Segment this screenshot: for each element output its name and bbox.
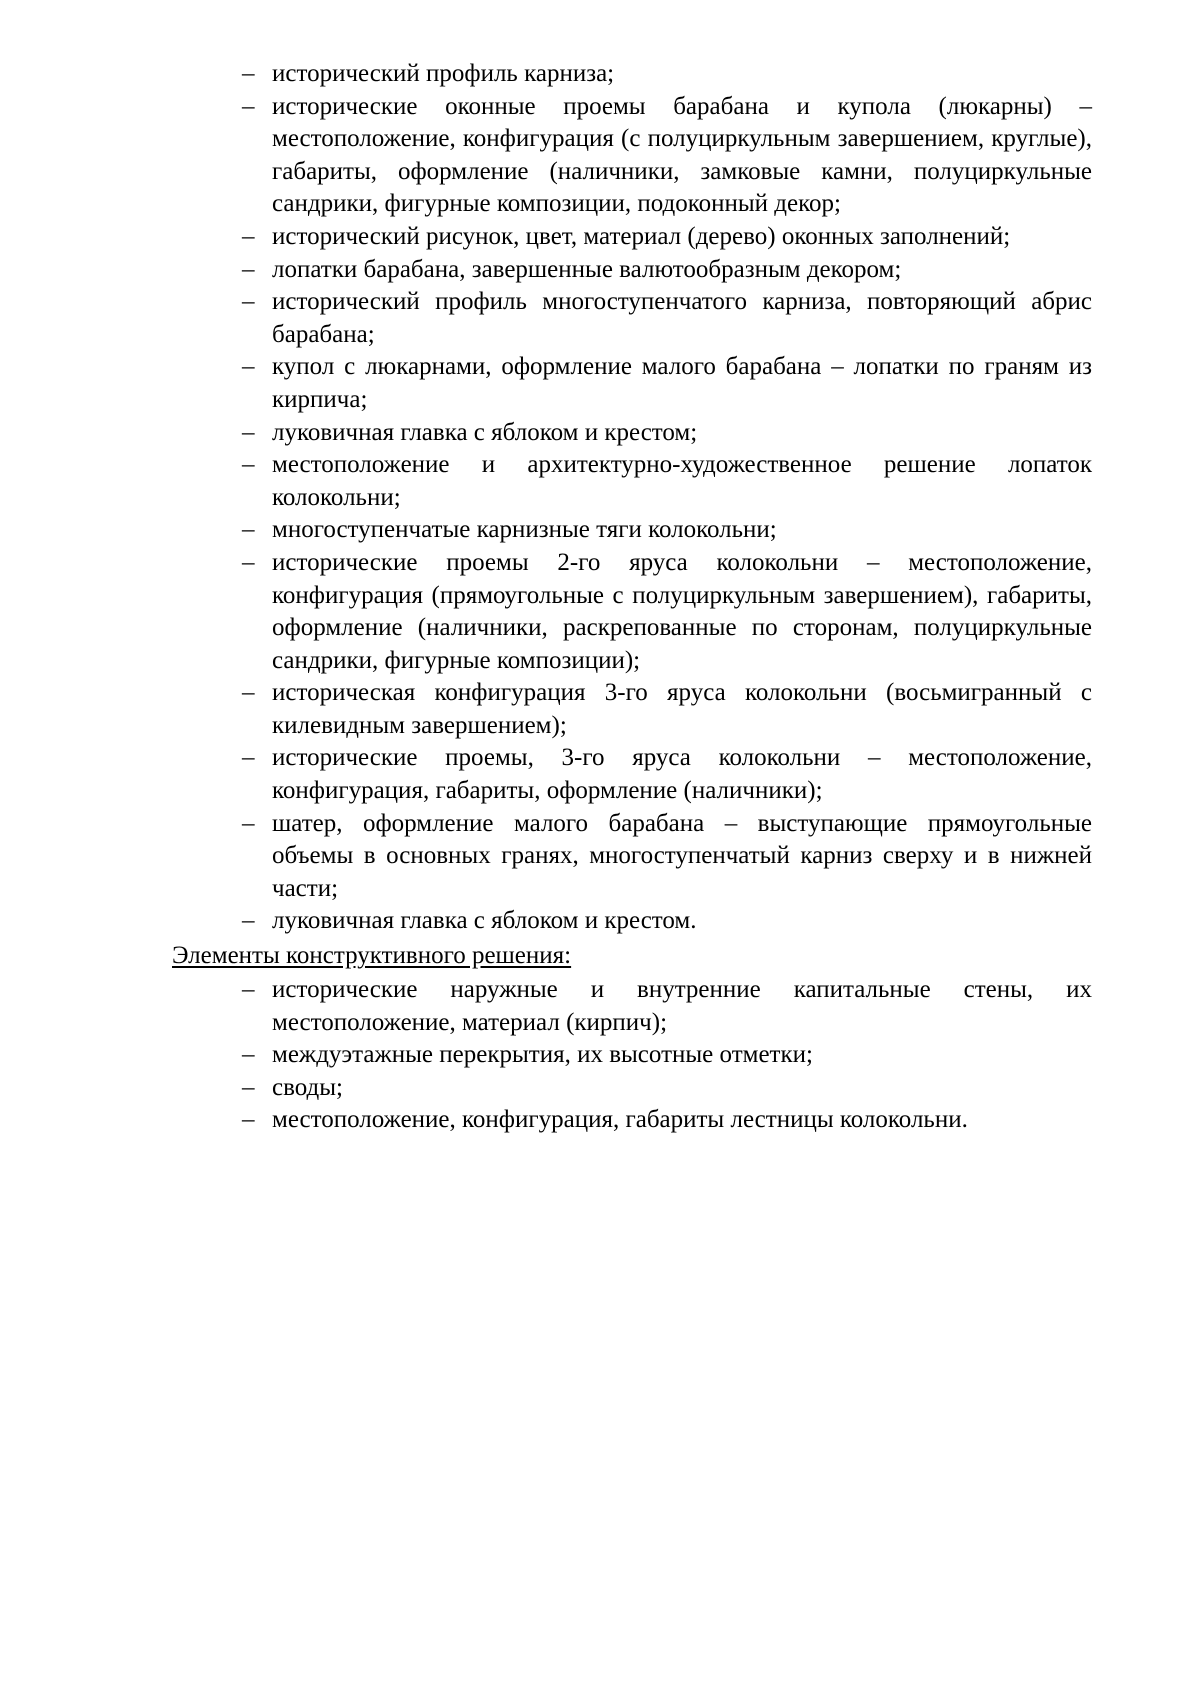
list-item <box>242 742 1092 807</box>
list-item-text: лопатки барабана, завершенные валютообразным декором; <box>272 255 902 283</box>
dash-bullet: – <box>242 516 255 544</box>
dash-bullet: – <box>242 255 255 283</box>
list-item <box>242 58 1092 91</box>
list-item <box>242 254 1092 287</box>
dash-bullet: – <box>242 451 255 479</box>
list-item <box>242 417 1092 450</box>
list-item-text: исторический рисунок, цвет, материал (дерево) оконных заполнений; <box>272 222 1011 250</box>
dash-bullet: – <box>242 1073 255 1101</box>
list-item <box>242 286 1092 351</box>
list-item-text: историческая конфигурация 3-го яруса колокольни (восьмигранный с килевидным завершением); <box>272 679 1092 739</box>
list-item <box>242 808 1092 906</box>
list-item <box>242 1039 1092 1072</box>
list-item-text: исторические проемы 2-го яруса колокольни – местоположение, конфигурация (прямоугольные с полуциркульным завершением), габариты, оформление (наличники, раскрепованные по сторонам, полуциркульные сандрики, фигурные композиции); <box>272 548 1092 674</box>
list-item-text: местоположение и архитектурно-художественное решение лопаток колокольни; <box>272 451 1092 511</box>
dash-bullet: – <box>242 548 255 576</box>
list-item-text: шатер, оформление малого барабана – выступающие прямоугольные объемы в основных гранях, многоступенчатый карниз сверху и в нижней части; <box>272 809 1092 902</box>
dash-bullet: – <box>242 809 255 837</box>
list-item <box>242 677 1092 742</box>
dash-bullet: – <box>242 976 255 1004</box>
list-item-text: исторический профиль многоступенчатого карниза, повторяющий абрис барабана; <box>272 288 1092 348</box>
section-heading-structural: Элементы конструктивного решения: <box>172 942 572 970</box>
list-item-text: своды; <box>272 1073 343 1101</box>
document-body <box>172 58 1092 1137</box>
dash-bullet: – <box>242 353 255 381</box>
dash-bullet: – <box>242 744 255 772</box>
dash-bullet: – <box>242 92 255 120</box>
list-item <box>242 1072 1092 1105</box>
list-item-text: исторические оконные проемы барабана и купола (люкарны) – местоположение, конфигурация (с полуциркульным завершением, круглые), габариты, оформление (наличники, замковые камни, полуциркульные сандрики, фигурные композиции, подоконный декор; <box>272 92 1092 218</box>
dash-bullet: – <box>242 1041 255 1069</box>
list-item-text: междуэтажные перекрытия, их высотные отметки; <box>272 1041 813 1069</box>
list-item-text: луковичная главка с яблоком и крестом. <box>272 907 697 935</box>
list-item <box>242 91 1092 221</box>
list-item-text: исторический профиль карниза; <box>272 60 615 87</box>
decor-elements-list <box>172 58 1092 938</box>
dash-bullet: – <box>242 418 255 446</box>
list-item <box>242 351 1092 416</box>
list-item-text: купол с люкарнами, оформление малого барабана – лопатки по граням из кирпича; <box>272 353 1092 413</box>
list-item <box>242 514 1092 547</box>
list-item <box>242 221 1092 254</box>
dash-bullet: – <box>242 60 255 87</box>
list-item-text: исторические проемы, 3-го яруса колокольни – местоположение, конфигурация, габариты, оформление (наличники); <box>272 744 1092 805</box>
dash-bullet: – <box>242 222 255 250</box>
structural-elements-list <box>172 974 1092 1137</box>
list-item <box>242 1104 1092 1137</box>
list-item-text: местоположение, конфигурация, габариты лестницы колокольни. <box>272 1106 968 1134</box>
list-item <box>242 449 1092 514</box>
list-item-text: луковичная главка с яблоком и крестом; <box>272 418 698 446</box>
list-item-text: исторические наружные и внутренние капитальные стены, их местоположение, материал (кирпич); <box>272 976 1092 1036</box>
dash-bullet: – <box>242 288 255 316</box>
dash-bullet: – <box>242 1106 255 1134</box>
list-item <box>242 974 1092 1039</box>
list-item <box>242 905 1092 938</box>
list-item-text: многоступенчатые карнизные тяги колокольни; <box>272 516 777 544</box>
list-item <box>242 547 1092 677</box>
dash-bullet: – <box>242 679 255 707</box>
dash-bullet: – <box>242 907 255 935</box>
